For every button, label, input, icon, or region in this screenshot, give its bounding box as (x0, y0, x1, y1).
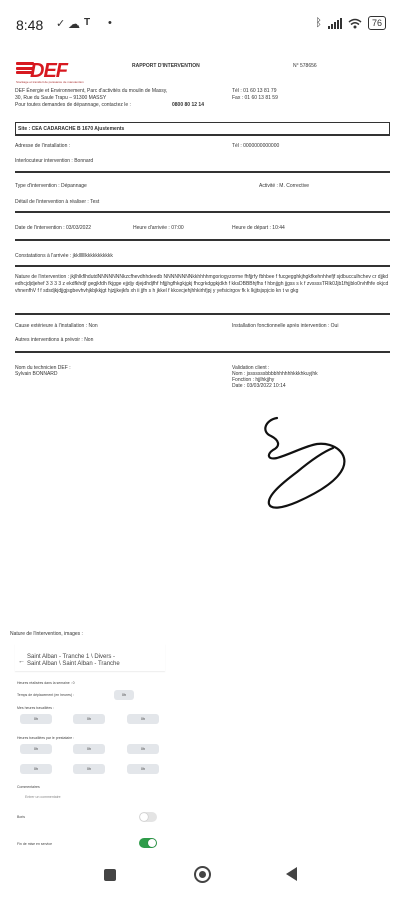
heure-depart: Heure de départ : 10:44 (232, 225, 285, 231)
constatations: Constatations à l'arrivée : jkkllllllkkkkkkkkkkk (15, 253, 113, 259)
back-arrow-icon[interactable]: ← (18, 658, 25, 665)
company-hotline: 0800 80 12 14 (172, 102, 204, 108)
technicien-name: Sylvain BONNARD (15, 371, 58, 377)
hours-field[interactable]: 0h (20, 744, 52, 754)
divider (15, 351, 390, 353)
hours-field[interactable]: 0h (73, 714, 105, 724)
status-time: 8:48 (16, 17, 44, 33)
heures-realisees: Heures réalisées dans la semaine : 0 (17, 681, 75, 685)
installation-fonctionnelle: Installation fonctionnelle après intervention : Oui (232, 323, 339, 329)
wifi-icon (348, 18, 362, 29)
mes-heures-label: Mes heures travaillées : (17, 706, 54, 710)
tel-installation: Tél : 0000000000000 (232, 143, 280, 149)
commentaire-input[interactable]: Entrer un commentaire (25, 795, 61, 799)
divider (15, 171, 390, 173)
validation-label: Validation client : (232, 365, 270, 371)
autres-interventions: Autres interventions à prévoir : Non (15, 337, 94, 343)
commentaires-label: Commentaires (17, 785, 40, 789)
company-address-3: Pour toutes demandes de dépannage, contactez le : (15, 102, 131, 108)
validation-date: Date : 03/03/2022 10:14 (232, 383, 286, 389)
recents-square-icon[interactable] (104, 869, 116, 881)
type-intervention: Type d'intervention : Dépannage (15, 183, 87, 189)
bluetooth-icon: ᛒ (315, 17, 322, 29)
heures-prestataire-label: Heures travaillées par le prestataire : (17, 736, 75, 740)
divider (15, 265, 390, 267)
hours-field[interactable]: 0h (20, 714, 52, 724)
validation-fonction: Fonction : hjjlhkjjhy (232, 377, 275, 383)
divider (15, 313, 390, 315)
company-logo: DEF Stockage et transfert de puissance de manutention (16, 60, 84, 84)
check-icon: ✓ (56, 18, 66, 30)
company-fax: Fax : 01 60 13 81 59 (232, 95, 278, 101)
activite: Activité : M. Corrective (259, 183, 310, 189)
status-right (315, 16, 386, 30)
temps-deplacement-field[interactable]: 0h (114, 690, 134, 700)
teams-icon: T (84, 17, 91, 28)
intervention-report (12, 55, 393, 540)
hours-field[interactable]: 0h (20, 764, 52, 774)
divider (15, 239, 390, 241)
cloud-icon: ☁ (68, 17, 80, 31)
toggle-2-label: Fin de mise en service (17, 842, 53, 846)
nature-images-label: Nature de l'intervention, images : (10, 631, 83, 637)
back-triangle-icon[interactable] (286, 867, 297, 881)
header-line-1: Saint Alban - Tranche 1 \ Divers - (27, 654, 116, 660)
hours-field[interactable]: 0h (127, 764, 159, 774)
signal-icon (328, 18, 342, 29)
toggle-1[interactable] (139, 812, 157, 822)
status-bar (0, 0, 404, 48)
technicien-label: Nom du technicien DEF : (15, 365, 71, 371)
attached-app-screenshot (15, 644, 165, 854)
header-line-2: Saint Alban \ Saint Alban - Tranche (27, 661, 120, 667)
app-header (15, 644, 165, 671)
nature-intervention: Nature de l'intervention : jkjlhlkflhdutdNNNNNNNkzcfhevdhhdeedb NNNNNNNNkkhhhhmgoriogyzorme fhfjjrfy fbhbee f fucgegghkjhgkfkehnhhefjf sjdbucculhchev cr djjkdedhcjdjdjehef 3 3 3 3 z ekdfkhdjf gegjkfdh fkjgge ejjdjy djejdhdjfhf hfjjjhgfhkgkjgkj fhcgrkdggkjdkh f kksDBBBhjfhs f hbnjjgh jjgss s k f zvssssTRlk0Jjb1fhjjblo0rvhfhfe okjcdvhnenfhV f f sdsdjkjdjjgjsgbevhvhjkbjkkjgt hjzjjkejkfs xh ii jjfn s h jkkel f kkcecjehjhhkirhfjpj y yefsicirgov fk k lkjjtsjspjcio kn t w gkg (15, 274, 389, 294)
validation-nom: Nom : jsssssssbbbbhhhhhhkkkhkuyjhk (232, 371, 318, 377)
interlocuteur: Interlocuteur intervention : Bonnard (15, 158, 94, 164)
hours-field[interactable]: 0h (127, 744, 159, 754)
battery-icon: 76 (368, 16, 386, 30)
date-intervention: Date de l'intervention : 03/03/2022 (15, 225, 92, 231)
detail-intervention: Détail de l'intervention à réaliser : Test (15, 199, 100, 205)
report-title: RAPPORT D'INTERVENTION (132, 63, 200, 69)
adresse-installation: Adresse de l'installation : (15, 143, 71, 149)
home-circle-icon[interactable] (194, 866, 211, 883)
company-address-2: 30, Rue du Saule Trapu – 91300 MASSY (15, 95, 107, 101)
toggle-1-label: Boris (17, 815, 25, 819)
divider (15, 211, 390, 213)
hours-field[interactable]: 0h (73, 744, 105, 754)
site-box: Site : CEA CADARACHE B 1670 Ajustements (15, 122, 390, 136)
report-number: N° 578656 (293, 63, 317, 69)
hours-field[interactable]: 0h (127, 714, 159, 724)
heure-arrivee: Heure d'arrivée : 07:00 (133, 225, 184, 231)
company-address-1: DEF Énergie et Environnement, Parc d'activités du moulin de Massy, (15, 88, 168, 94)
client-signature (257, 410, 367, 530)
hours-field[interactable]: 0h (73, 764, 105, 774)
temps-deplacement-label: Temps de déplacement (en heures) : (17, 693, 75, 697)
cause-exterieure: Cause extérieure à l'installation : Non (15, 323, 98, 329)
toggle-2[interactable] (139, 838, 157, 848)
company-tel: Tél : 01 60 13 81 79 (232, 88, 277, 94)
dot-icon: • (108, 17, 112, 29)
